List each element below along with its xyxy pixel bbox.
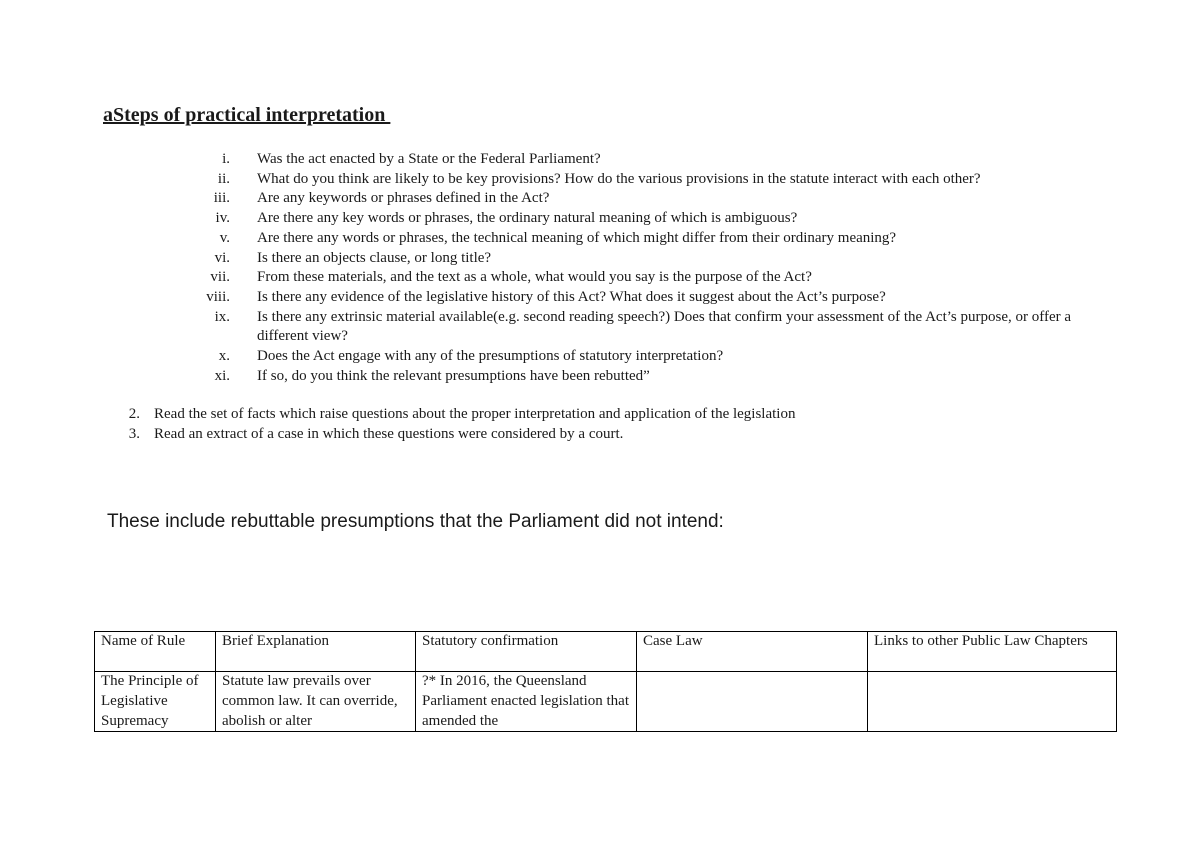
steps-list [0,405,1200,444]
list-item-text: Is there any extrinsic material available(e.g. second reading speech?) Does that confirm your assessment of the Act’s purpose, or offer a different view? [257,308,1072,345]
table-cell-text: The Principle of Legislative Supremacy [101,673,199,729]
intro-heading: These include rebuttable presumptions that the Parliament did not intend: [107,511,724,532]
table-header-cell: Case Law [637,632,868,672]
list-item-number: viii. [206,288,230,305]
table-header-cell: Brief Explanation [216,632,416,672]
list-item-text: Are any keywords or phrases defined in the Act? [257,190,550,207]
table-cell [416,672,637,732]
list-item [0,308,1200,347]
list-item-text: Are there any key words or phrases, the ordinary natural meaning of which is ambiguous? [257,210,798,227]
table-header-cell: Name of Rule [95,632,216,672]
list-item-number: i. [222,151,230,167]
list-item-text: Was the act enacted by a State or the Federal Parliament? [257,151,601,167]
table-header-cell: Links to other Public Law Chapters [868,632,1117,672]
table-cell-text [874,672,1110,731]
list-item-number: 2. [128,406,140,422]
table-header-cell: Statutory confirmation [416,632,637,672]
list-item-number: vi. [214,249,230,266]
list-item-text: Is there any evidence of the legislative history of this Act? What does it suggest about the Act’s purpose? [257,288,886,305]
list-item [0,425,1200,445]
list-item-text: Read the set of facts which raise questions about the proper interpretation and application of the legislation [154,406,796,422]
table-row [95,672,1117,732]
list-item [0,170,1200,190]
list-item-text: Are there any words or phrases, the technical meaning of which might differ from their ordinary meaning? [257,229,897,246]
list-item [0,229,1200,249]
list-item-number: ix. [214,308,230,325]
list-item-text: Read an extract of a case in which these questions were considered by a court. [154,425,624,442]
list-item-number: v. [219,229,230,246]
table-cell-text: Statute law prevails over common law. It can override, abolish or alter [222,673,398,729]
list-item [0,347,1200,367]
list-item-text: If so, do you think the relevant presumptions have been rebutted” [257,367,650,384]
list-item-number: iv. [215,210,230,227]
list-item [0,405,1200,425]
list-item-number: iii. [213,190,230,207]
rules-table [94,631,1117,732]
list-item-text: Does the Act engage with any of the presumptions of statutory interpretation? [257,348,724,365]
list-item [0,268,1200,288]
list-item [0,288,1200,308]
table-cell [637,672,868,732]
table-cell [216,672,416,732]
list-item-text: What do you think are likely to be key provisions? How do the various provisions in the statute interact with each other? [257,170,981,187]
page-title: aSteps of practical interpretation [103,104,391,126]
list-item-number: 3. [128,425,140,442]
table-cell-text [643,672,861,731]
list-item [0,150,1200,170]
list-item [0,209,1200,229]
table-cell-text: ?* In 2016, the Queensland Parliament enacted legislation that amended the [422,673,630,729]
list-item-number: ii. [217,170,230,187]
table-header-row [95,632,1117,672]
list-item [0,249,1200,269]
list-item-text: Is there an objects clause, or long title? [257,249,492,266]
list-item-text: From these materials, and the text as a whole, what would you say is the purpose of the Act? [257,269,812,286]
list-item [0,189,1200,209]
list-item-number: vii. [210,269,230,286]
table-cell [868,672,1117,732]
list-item-number: xi. [214,367,230,384]
list-item [0,367,1200,387]
list-item-number: x. [218,348,230,365]
question-list [0,150,1200,386]
table-cell [95,672,216,732]
